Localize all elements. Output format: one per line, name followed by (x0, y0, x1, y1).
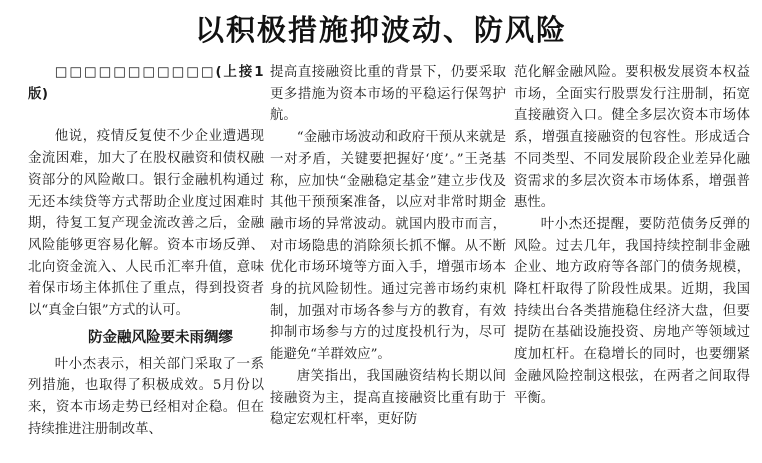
body-paragraph: “金融市场波动和政府干预从来就是一对矛盾，关键要把握好‘度’。”王尧基称，应加快“金融稳定基金”建立步伐及其他干预预案准备，以应对非常时期金融市场的异常波动。就国内股市而言，对市场隐患的消除须长抓不懈。从不断优化市场环境等方面入手，增强市场本身的抗风险韧性。通过完善市场约束机制，加强对市场各参与方的教育，有效抑制市场参与方的过度投机行为，尽可能避免“羊群效应”。 (270, 130, 506, 363)
article-title: 以积极措施抑波动、防风险 (194, 13, 567, 47)
body-paragraph: 叶小杰表示，相关部门采取了一系列措施，也取得了积极成效。5月份以来，资本市场走势已经相对企稳。但在持续推进注册制改革、 (28, 356, 264, 437)
continued-from-line (28, 62, 264, 105)
body-paragraph: 唐笑指出，我国融资结构长期以间接融资为主，提高直接融资比重有助于稳定宏观杠杆率，更好防 (270, 368, 506, 428)
column-body (28, 105, 264, 440)
body-paragraph: 提高直接融资比重的背景下，仍要采取更多措施为资本市场的平稳运行保驾护航。 (270, 65, 506, 124)
article-column-3 (514, 62, 750, 409)
article-column-2 (270, 62, 506, 431)
body-paragraph: 范化解金融风险。要积极发展资本权益市场，全面实行股票发行注册制，拓宽直接融资入口。健全多层次资本市场体系，增强直接融资的包容性。形成适合不同类型、不同发展阶段企业差异化融资需求的多层次资本市场体系，增强普惠性。 (514, 65, 750, 211)
section-subheading: 防金融风险要未雨绸缪 (88, 329, 233, 346)
body-paragraph: 叶小杰还提醒，要防范债务反弹的风险。过去几年，我国持续控制非金融企业、地方政府等各部门的债务规模，降杠杆取得了阶段性成果。近期，我国持续出台各类措施稳住经济大盘，但要提防在基础设施投资、房地产等领域过度加杠杆。在稳增长的同时，也要绷紧金融风险控制这根弦，在两者之间取得平衡。 (514, 216, 750, 406)
column-body (270, 62, 506, 431)
paragraph-gap (28, 105, 264, 126)
article-column-1 (28, 62, 264, 441)
column-body (514, 62, 750, 409)
continued-placeholder: □□□□□□□□□□□ (54, 65, 216, 80)
continued-note: (上接1版) (28, 65, 265, 102)
body-paragraph: 他说，疫情反复使不少企业遭遇现金流困难，加大了在股权融资和债权融资部分的风险敞口。银行金融机构通过无还本续贷等方式帮助企业度过困难时期，待复工复产现金流改善之后，金融风险能够更容易化解。资本市场反弹、北向资金流入、人民币汇率升值，意味着保市场主体抓住了重点，得到投资者以“真金白银”方式的认可。 (28, 129, 264, 319)
